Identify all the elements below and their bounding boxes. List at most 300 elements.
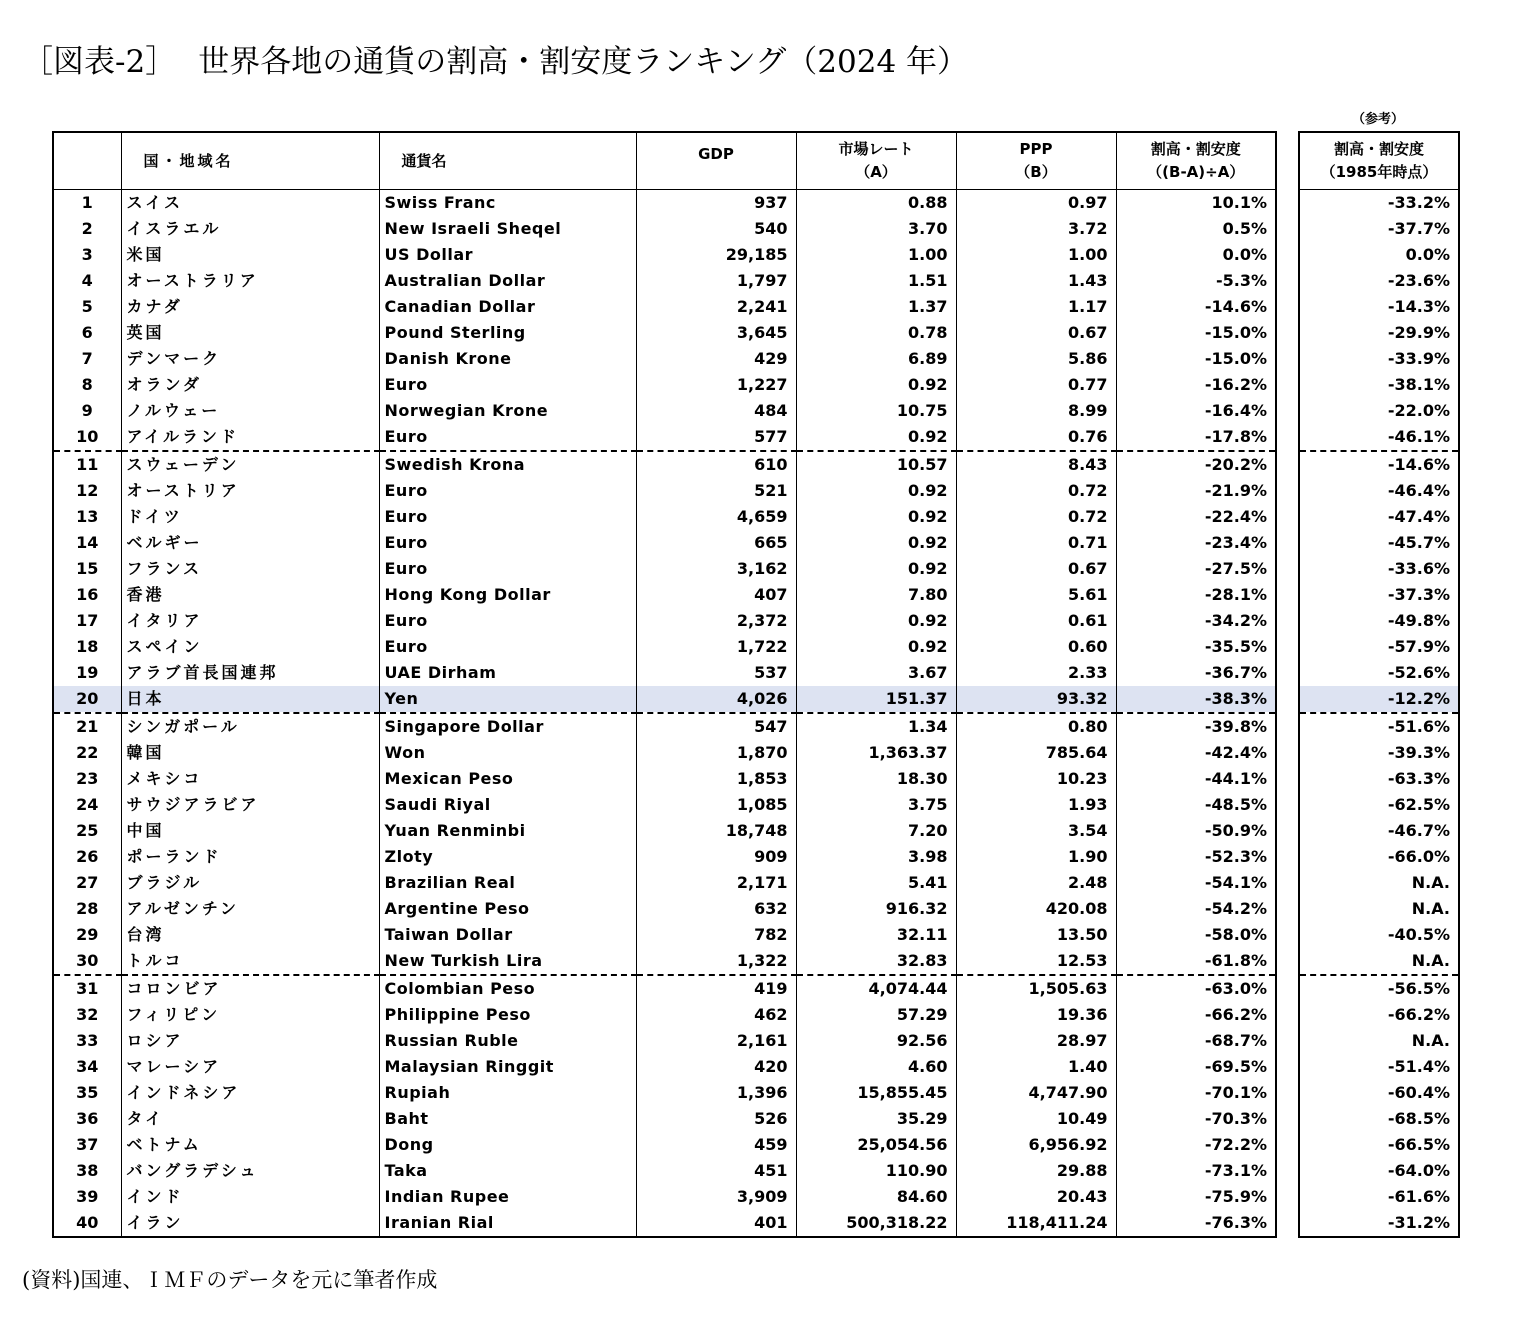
- country-cell: 中国: [121, 818, 379, 844]
- ppp-cell: 4,747.90: [956, 1080, 1116, 1106]
- gdp-cell: 632: [636, 896, 796, 922]
- gdp-cell: 459: [636, 1132, 796, 1158]
- market-rate-cell: 7.20: [796, 818, 956, 844]
- ppp-cell: 0.80: [956, 713, 1116, 740]
- ratio-cell: -44.1%: [1204, 769, 1267, 788]
- ref-ratio-cell: -23.6%: [1387, 271, 1450, 290]
- country-cell: イスラエル: [121, 216, 379, 242]
- rank-cell: 9: [53, 398, 121, 424]
- table-row: [53, 190, 1276, 217]
- rank-cell: 1: [53, 190, 121, 217]
- currency-cell: Singapore Dollar: [379, 713, 636, 740]
- ppp-cell: 1.43: [956, 268, 1116, 294]
- ref-ratio-cell: -14.3%: [1387, 297, 1450, 316]
- ratio-cell: -15.0%: [1204, 323, 1267, 342]
- ref-ratio-cell: -46.7%: [1387, 821, 1450, 840]
- ratio-cell: -48.5%: [1204, 795, 1267, 814]
- country-cell: フィリピン: [121, 1002, 379, 1028]
- reference-row: [1299, 294, 1459, 320]
- market-rate-cell: 0.78: [796, 320, 956, 346]
- ref-ratio-cell: -66.0%: [1387, 847, 1450, 866]
- market-rate-cell: 4,074.44: [796, 975, 956, 1002]
- ppp-cell: 19.36: [956, 1002, 1116, 1028]
- reference-row: [1299, 478, 1459, 504]
- rank-cell: 37: [53, 1132, 121, 1158]
- ratio-cell: -36.7%: [1204, 663, 1267, 682]
- ratio-cell: -14.6%: [1204, 297, 1267, 316]
- country-cell: コロンビア: [121, 975, 379, 1002]
- market-rate-header: 市場レート （A）: [796, 132, 956, 190]
- gdp-cell: 2,171: [636, 870, 796, 896]
- gdp-cell: 3,162: [636, 556, 796, 582]
- table-row: [53, 1002, 1276, 1028]
- country-cell: 米国: [121, 242, 379, 268]
- gdp-cell: 577: [636, 424, 796, 451]
- rank-cell: 17: [53, 608, 121, 634]
- reference-row: [1299, 713, 1459, 740]
- ratio-cell: -73.1%: [1204, 1161, 1267, 1180]
- ppp-cell: 0.60: [956, 634, 1116, 660]
- country-cell: インド: [121, 1184, 379, 1210]
- table-row: [53, 844, 1276, 870]
- ratio-cell: -34.2%: [1204, 611, 1267, 630]
- currency-cell: Zloty: [379, 844, 636, 870]
- ref-ratio-cell: -14.6%: [1387, 455, 1450, 474]
- ratio-cell: -76.3%: [1204, 1213, 1267, 1232]
- ppp-cell: 13.50: [956, 922, 1116, 948]
- rank-cell: 18: [53, 634, 121, 660]
- currency-cell: New Israeli Sheqel: [379, 216, 636, 242]
- ref-ratio-cell: -38.1%: [1387, 375, 1450, 394]
- ratio-cell: -61.8%: [1116, 948, 1276, 975]
- gdp-cell: 420: [636, 1054, 796, 1080]
- table-row: [53, 582, 1276, 608]
- rank-cell: 20: [53, 686, 121, 713]
- currency-cell: Philippine Peso: [379, 1002, 636, 1028]
- ratio-cell: -21.9%: [1204, 481, 1267, 500]
- ppp-cell: 1.90: [956, 844, 1116, 870]
- rank-cell: 22: [53, 740, 121, 766]
- currency-cell: Canadian Dollar: [379, 294, 636, 320]
- ppp-cell: 6,956.92: [956, 1132, 1116, 1158]
- ppp-cell: 0.76: [956, 424, 1116, 451]
- country-cell: ポーランド: [121, 844, 379, 870]
- table-row: [53, 1158, 1276, 1184]
- reference-row: [1299, 320, 1459, 346]
- rank-cell: 4: [53, 268, 121, 294]
- table-row: [53, 792, 1276, 818]
- currency-cell: Dong: [379, 1132, 636, 1158]
- market-rate-cell: 3.98: [796, 844, 956, 870]
- gdp-cell: 526: [636, 1106, 796, 1132]
- currency-cell: Euro: [379, 530, 636, 556]
- rank-cell: 6: [53, 320, 121, 346]
- market-rate-cell: 32.11: [796, 922, 956, 948]
- country-cell: トルコ: [121, 948, 379, 975]
- reference-row: [1299, 424, 1459, 451]
- ref-ratio-cell: N.A.: [1299, 948, 1459, 975]
- ppp-cell: 118,411.24: [956, 1210, 1116, 1237]
- currency-cell: Taiwan Dollar: [379, 922, 636, 948]
- table-row: [53, 740, 1276, 766]
- gdp-cell: 429: [636, 346, 796, 372]
- country-cell: オーストラリア: [121, 268, 379, 294]
- ratio-cell: -38.3%: [1116, 686, 1276, 713]
- country-cell: メキシコ: [121, 766, 379, 792]
- country-cell: 台湾: [121, 922, 379, 948]
- country-cell: サウジアラビア: [121, 792, 379, 818]
- country-cell: 香港: [121, 582, 379, 608]
- page-title: [22, 36, 968, 81]
- gdp-cell: 2,372: [636, 608, 796, 634]
- table-row: [53, 424, 1276, 451]
- rank-cell: 31: [53, 975, 121, 1002]
- gdp-cell: 1,797: [636, 268, 796, 294]
- reference-row: [1299, 1184, 1459, 1210]
- reference-row: [1299, 190, 1459, 217]
- ratio-cell: -17.8%: [1116, 424, 1276, 451]
- table-row: [53, 686, 1276, 713]
- ref-ratio-cell: -62.5%: [1387, 795, 1450, 814]
- reference-row: [1299, 1132, 1459, 1158]
- gdp-cell: 665: [636, 530, 796, 556]
- ppp-cell: 28.97: [956, 1028, 1116, 1054]
- currency-cell: Argentine Peso: [379, 896, 636, 922]
- reference-row: [1299, 634, 1459, 660]
- rank-cell: 32: [53, 1002, 121, 1028]
- market-rate-cell: 3.75: [796, 792, 956, 818]
- ppp-cell: 10.23: [956, 766, 1116, 792]
- market-rate-cell: 1.34: [796, 713, 956, 740]
- reference-header-row: [1299, 132, 1459, 190]
- reference-row: [1299, 1028, 1459, 1054]
- ratio-cell: 10.1%: [1211, 193, 1267, 212]
- table-row: [53, 216, 1276, 242]
- rank-cell: 30: [53, 948, 121, 975]
- ppp-cell: 10.49: [956, 1106, 1116, 1132]
- ppp-cell: 5.86: [956, 346, 1116, 372]
- country-cell: ベトナム: [121, 1132, 379, 1158]
- market-rate-cell: 92.56: [796, 1028, 956, 1054]
- country-cell: ノルウェー: [121, 398, 379, 424]
- ratio-cell: -50.9%: [1204, 821, 1267, 840]
- reference-label: （参考）: [1351, 112, 1404, 127]
- rank-cell: 21: [53, 713, 121, 740]
- currency-header: 通貨名: [379, 132, 636, 190]
- table-row: [53, 398, 1276, 424]
- currency-cell: Won: [379, 740, 636, 766]
- gdp-cell: 540: [636, 216, 796, 242]
- ref-ratio-cell: -49.8%: [1387, 611, 1450, 630]
- ppp-cell: 0.72: [956, 478, 1116, 504]
- rank-cell: 10: [53, 424, 121, 451]
- ratio-cell: -15.0%: [1204, 349, 1267, 368]
- gdp-cell: 909: [636, 844, 796, 870]
- ppp-cell: 5.61: [956, 582, 1116, 608]
- currency-cell: Malaysian Ringgit: [379, 1054, 636, 1080]
- table-row: [53, 451, 1276, 478]
- gdp-cell: 451: [636, 1158, 796, 1184]
- ppp-cell: 20.43: [956, 1184, 1116, 1210]
- gdp-cell: 3,909: [636, 1184, 796, 1210]
- ratio-cell: -54.2%: [1204, 899, 1267, 918]
- country-cell: 日本: [121, 686, 379, 713]
- ratio-cell: -20.2%: [1204, 455, 1267, 474]
- gdp-cell: 1,085: [636, 792, 796, 818]
- reference-row: [1299, 948, 1459, 975]
- reference-row: [1299, 1054, 1459, 1080]
- ppp-cell: 1.00: [956, 242, 1116, 268]
- gdp-cell: 1,722: [636, 634, 796, 660]
- market-rate-cell: 57.29: [796, 1002, 956, 1028]
- market-rate-cell: 10.57: [796, 451, 956, 478]
- currency-cell: Danish Krone: [379, 346, 636, 372]
- rank-cell: 5: [53, 294, 121, 320]
- gdp-header: GDP: [636, 132, 796, 190]
- ref-ratio-cell: -39.3%: [1387, 743, 1450, 762]
- table-row: [53, 608, 1276, 634]
- market-rate-cell: 110.90: [796, 1158, 956, 1184]
- table-row: [53, 478, 1276, 504]
- market-rate-cell: 1.37: [796, 294, 956, 320]
- table-row: [53, 530, 1276, 556]
- rank-cell: 40: [53, 1210, 121, 1237]
- ref-ratio-cell: -57.9%: [1387, 637, 1450, 656]
- country-cell: アラブ首長国連邦: [121, 660, 379, 686]
- ref-ratio-cell: -61.6%: [1387, 1187, 1450, 1206]
- rank-cell: 23: [53, 766, 121, 792]
- ppp-cell: 8.43: [956, 451, 1116, 478]
- table-row: [53, 634, 1276, 660]
- ratio-cell: -58.0%: [1204, 925, 1267, 944]
- reference-row: [1299, 216, 1459, 242]
- ratio-cell: -72.2%: [1204, 1135, 1267, 1154]
- reference-row: [1299, 582, 1459, 608]
- ref-ratio-cell: -47.4%: [1387, 507, 1450, 526]
- ppp-cell: 93.32: [956, 686, 1116, 713]
- rank-cell: 2: [53, 216, 121, 242]
- reference-row: [1299, 608, 1459, 634]
- country-cell: ロシア: [121, 1028, 379, 1054]
- ratio-cell: -16.4%: [1204, 401, 1267, 420]
- country-cell: ドイツ: [121, 504, 379, 530]
- rank-cell: 28: [53, 896, 121, 922]
- reference-row: [1299, 346, 1459, 372]
- ppp-cell: 1.40: [956, 1054, 1116, 1080]
- ratio-cell: -70.3%: [1204, 1109, 1267, 1128]
- market-rate-cell: 7.80: [796, 582, 956, 608]
- market-rate-cell: 1.51: [796, 268, 956, 294]
- ratio-cell: -42.4%: [1204, 743, 1267, 762]
- country-cell: スウェーデン: [121, 451, 379, 478]
- rank-cell: 26: [53, 844, 121, 870]
- reference-table: [1298, 131, 1460, 1238]
- ppp-header: PPP （B）: [956, 132, 1116, 190]
- reference-row: [1299, 922, 1459, 948]
- country-cell: 英国: [121, 320, 379, 346]
- ppp-cell: 1.93: [956, 792, 1116, 818]
- gdp-cell: 3,645: [636, 320, 796, 346]
- currency-cell: Pound Sterling: [379, 320, 636, 346]
- currency-cell: Rupiah: [379, 1080, 636, 1106]
- market-rate-cell: 0.92: [796, 424, 956, 451]
- country-cell: ブラジル: [121, 870, 379, 896]
- rank-cell: 25: [53, 818, 121, 844]
- gdp-cell: 4,659: [636, 504, 796, 530]
- market-rate-cell: 916.32: [796, 896, 956, 922]
- table-row: [53, 242, 1276, 268]
- gdp-cell: 1,853: [636, 766, 796, 792]
- reference-row: [1299, 844, 1459, 870]
- currency-cell: US Dollar: [379, 242, 636, 268]
- ratio-cell: -52.3%: [1204, 847, 1267, 866]
- ref-ratio-cell: -22.0%: [1387, 401, 1450, 420]
- currency-cell: Colombian Peso: [379, 975, 636, 1002]
- market-rate-cell: 84.60: [796, 1184, 956, 1210]
- currency-cell: Swedish Krona: [379, 451, 636, 478]
- market-rate-cell: 5.41: [796, 870, 956, 896]
- market-rate-cell: 1.00: [796, 242, 956, 268]
- market-rate-cell: 500,318.22: [796, 1210, 956, 1237]
- currency-cell: Hong Kong Dollar: [379, 582, 636, 608]
- gdp-cell: 2,161: [636, 1028, 796, 1054]
- reference-row: [1299, 556, 1459, 582]
- country-cell: カナダ: [121, 294, 379, 320]
- ratio-cell: -35.5%: [1204, 637, 1267, 656]
- ppp-cell: 1.17: [956, 294, 1116, 320]
- ppp-cell: 2.48: [956, 870, 1116, 896]
- reference-row: [1299, 818, 1459, 844]
- rank-header: [53, 132, 121, 190]
- currency-cell: Euro: [379, 634, 636, 660]
- currency-cell: Norwegian Krone: [379, 398, 636, 424]
- table-row: [53, 294, 1276, 320]
- rank-cell: 24: [53, 792, 121, 818]
- table-row: [53, 660, 1276, 686]
- reference-row: [1299, 740, 1459, 766]
- currency-cell: New Turkish Lira: [379, 948, 636, 975]
- rank-cell: 13: [53, 504, 121, 530]
- rank-cell: 39: [53, 1184, 121, 1210]
- table-row: [53, 320, 1276, 346]
- currency-cell: Iranian Rial: [379, 1210, 636, 1237]
- market-rate-cell: 3.70: [796, 216, 956, 242]
- table-row: [53, 268, 1276, 294]
- ratio-cell: -70.1%: [1204, 1083, 1267, 1102]
- reference-row: [1299, 766, 1459, 792]
- table-row: [53, 1210, 1276, 1237]
- currency-cell: Euro: [379, 556, 636, 582]
- ppp-cell: 29.88: [956, 1158, 1116, 1184]
- ref-ratio-cell: -46.1%: [1299, 424, 1459, 451]
- ref-ratio-cell: -31.2%: [1387, 1213, 1450, 1232]
- gdp-cell: 1,396: [636, 1080, 796, 1106]
- reference-row: [1299, 1106, 1459, 1132]
- market-rate-cell: 0.92: [796, 478, 956, 504]
- ratio-cell: -27.5%: [1204, 559, 1267, 578]
- gdp-cell: 29,185: [636, 242, 796, 268]
- gdp-cell: 1,870: [636, 740, 796, 766]
- ref-ratio-cell: N.A.: [1411, 873, 1450, 892]
- ppp-cell: 0.61: [956, 608, 1116, 634]
- ratio-cell: -5.3%: [1215, 271, 1267, 290]
- currency-cell: Mexican Peso: [379, 766, 636, 792]
- rank-cell: 7: [53, 346, 121, 372]
- country-cell: アイルランド: [121, 424, 379, 451]
- table-row: [53, 948, 1276, 975]
- table-row: [53, 1132, 1276, 1158]
- table-row: [53, 1080, 1276, 1106]
- ppp-cell: 785.64: [956, 740, 1116, 766]
- reference-row: [1299, 398, 1459, 424]
- market-rate-cell: 0.92: [796, 372, 956, 398]
- market-rate-cell: 0.92: [796, 608, 956, 634]
- ratio-cell: -23.4%: [1204, 533, 1267, 552]
- ref-ratio-cell: -64.0%: [1387, 1161, 1450, 1180]
- reference-row: [1299, 372, 1459, 398]
- currency-cell: Taka: [379, 1158, 636, 1184]
- ratio-cell: 0.0%: [1222, 245, 1267, 264]
- currency-cell: Euro: [379, 424, 636, 451]
- reference-row: [1299, 660, 1459, 686]
- gdp-cell: 18,748: [636, 818, 796, 844]
- ref-ratio-cell: -33.6%: [1387, 559, 1450, 578]
- ppp-cell: 1,505.63: [956, 975, 1116, 1002]
- ranking-table: [52, 131, 1277, 1238]
- market-rate-cell: 1,363.37: [796, 740, 956, 766]
- ratio-cell: -69.5%: [1204, 1057, 1267, 1076]
- ppp-cell: 420.08: [956, 896, 1116, 922]
- market-rate-cell: 35.29: [796, 1106, 956, 1132]
- country-cell: タイ: [121, 1106, 379, 1132]
- figure-number: ［図表-2］: [22, 44, 177, 80]
- gdp-cell: 610: [636, 451, 796, 478]
- currency-cell: Euro: [379, 372, 636, 398]
- reference-row: [1299, 1158, 1459, 1184]
- country-cell: ベルギー: [121, 530, 379, 556]
- ref-ratio-cell: -29.9%: [1387, 323, 1450, 342]
- table-row: [53, 346, 1276, 372]
- country-cell: インドネシア: [121, 1080, 379, 1106]
- table-row: [53, 896, 1276, 922]
- ref-ratio-cell: -46.4%: [1387, 481, 1450, 500]
- market-rate-cell: 0.88: [796, 190, 956, 217]
- ppp-cell: 3.72: [956, 216, 1116, 242]
- table-row: [53, 713, 1276, 740]
- reference-row: [1299, 975, 1459, 1002]
- ppp-cell: 8.99: [956, 398, 1116, 424]
- gdp-cell: 484: [636, 398, 796, 424]
- ref-ratio-cell: 0.0%: [1405, 245, 1450, 264]
- market-rate-cell: 6.89: [796, 346, 956, 372]
- gdp-cell: 2,241: [636, 294, 796, 320]
- country-cell: シンガポール: [121, 713, 379, 740]
- table-row: [53, 1106, 1276, 1132]
- currency-cell: Baht: [379, 1106, 636, 1132]
- country-header: 国・地域名: [121, 132, 379, 190]
- country-cell: スペイン: [121, 634, 379, 660]
- ppp-cell: 0.97: [956, 190, 1116, 217]
- currency-cell: Brazilian Real: [379, 870, 636, 896]
- ref-ratio-cell: -68.5%: [1387, 1109, 1450, 1128]
- country-cell: イラン: [121, 1210, 379, 1237]
- ratio-cell: 0.5%: [1222, 219, 1267, 238]
- country-cell: マレーシア: [121, 1054, 379, 1080]
- gdp-cell: 1,322: [636, 948, 796, 975]
- rank-cell: 8: [53, 372, 121, 398]
- rank-cell: 36: [53, 1106, 121, 1132]
- rank-cell: 29: [53, 922, 121, 948]
